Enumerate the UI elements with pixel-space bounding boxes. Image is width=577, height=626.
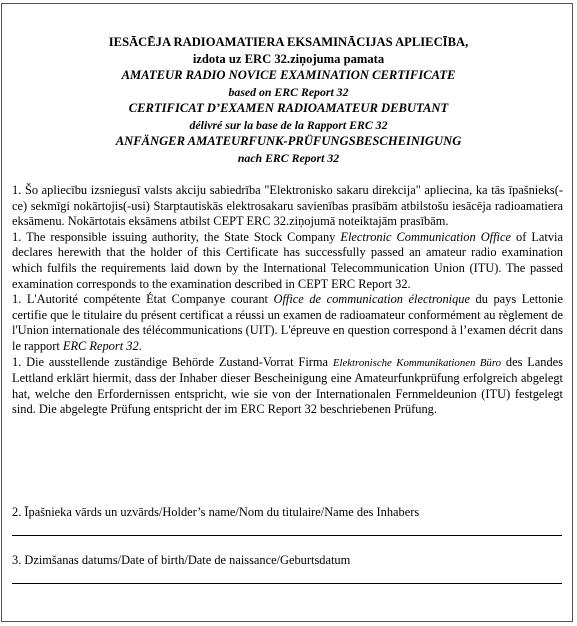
- certificate-title-block: [0, 34, 577, 166]
- paragraph-german: [12, 355, 563, 418]
- authority-name-german: Elektronische Kommunikationen Büro: [332, 356, 502, 369]
- authority-name-english: Electronic Communication Office: [340, 229, 511, 244]
- subtitle-latvian: izdota uz ERC 32.ziņojuma pamata: [192, 51, 385, 66]
- paragraph-latvian: 1. Šo apliecību izsniegusī valsts akciju sabiedrība "Elektronisko sakaru direkcija" apliecina, ka tās īpašnieks(-ce) sekmīgi nokārtojis(-usi) Starptautiskās elektrosakaru savienības prasībām atbilstošu iesācēja radioamatiera eksāmenu. Nokārtotais eksāmens atbilst CEPT ERC 32.ziņojumā noteiktajām prasībām.: [12, 183, 563, 229]
- paragraph-english-part: of Latvia declares herewith that the holder of this Certificate has successfully passed an amateur radio examination which fulfils the requirements laid down by the International Telecommunication Union (ITU). The passed examination corresponds to the examination described in CEPT ERC Report 32.: [12, 229, 564, 291]
- report-reference-french: ERC Report 32: [62, 338, 139, 353]
- title-german: ANFÄNGER AMATEURFUNK-PRÜFUNGSBESCHEINIGUNG: [115, 134, 462, 148]
- holder-name-line[interactable]: [12, 535, 562, 536]
- paragraph-german-part: des Landes Lettland erklärt hiermit, dass der Inhaber dieser Bescheinigung eine Amateurfunkprüfung erfolgreich abgelegt hat, welche den Erfordernissen entspricht, wie sie von der Internationalen Fernmeldeunion (ITU) festgelegt sind. Die abgelegte Prüfung entspricht der im ERC Report 32 beschriebenen Prüfung.: [12, 354, 563, 417]
- paragraph-english-part: 1. The responsible issuing authority, the State Stock Company: [12, 229, 341, 244]
- title-french: CERTIFICAT D’EXAMEN RADIOAMATEUR DEBUTANT: [128, 101, 449, 115]
- paragraph-french: [12, 292, 563, 354]
- date-of-birth-line[interactable]: [12, 583, 562, 584]
- authority-name-french: Office de communication électronique: [273, 292, 470, 307]
- certificate-body: [12, 183, 563, 418]
- holder-name-label: 2. Īpašnieka vārds un uzvārds/Holder’s name/Nom du titulaire/Name des Inhabers: [12, 505, 420, 519]
- paragraph-english: [12, 230, 563, 292]
- paragraph-french-part: .: [138, 338, 142, 353]
- paragraph-french-part: du pays Lettonie certifie que le titulaire du présent certificat a réussi un examen de radioamateur conformément au règlement de l'Union internationale des télécommunications (UIT). L'épreuve en question correspond à l’examen décrit dans le rapport: [12, 292, 563, 353]
- paragraph-german-part: 1. Die ausstellende zuständige Behörde Zustand-Vorrat Firma: [12, 354, 333, 369]
- title-latvian: IESĀCĒJA RADIOAMATIERA EKSAMINĀCIJAS APLIECĪBA,: [108, 35, 469, 49]
- subtitle-english: based on ERC Report 32: [228, 84, 349, 99]
- date-of-birth-label: 3. Dzimšanas datums/Date of birth/Date de naissance/Geburtsdatum: [12, 553, 351, 567]
- subtitle-german: nach ERC Report 32: [237, 150, 340, 165]
- paragraph-french-part: 1. L'Autorité compétente État Companye courant: [12, 292, 274, 307]
- subtitle-french: délivré sur la base de la Rapport ERC 32: [189, 117, 388, 132]
- title-english: AMATEUR RADIO NOVICE EXAMINATION CERTIFICATE: [121, 68, 456, 82]
